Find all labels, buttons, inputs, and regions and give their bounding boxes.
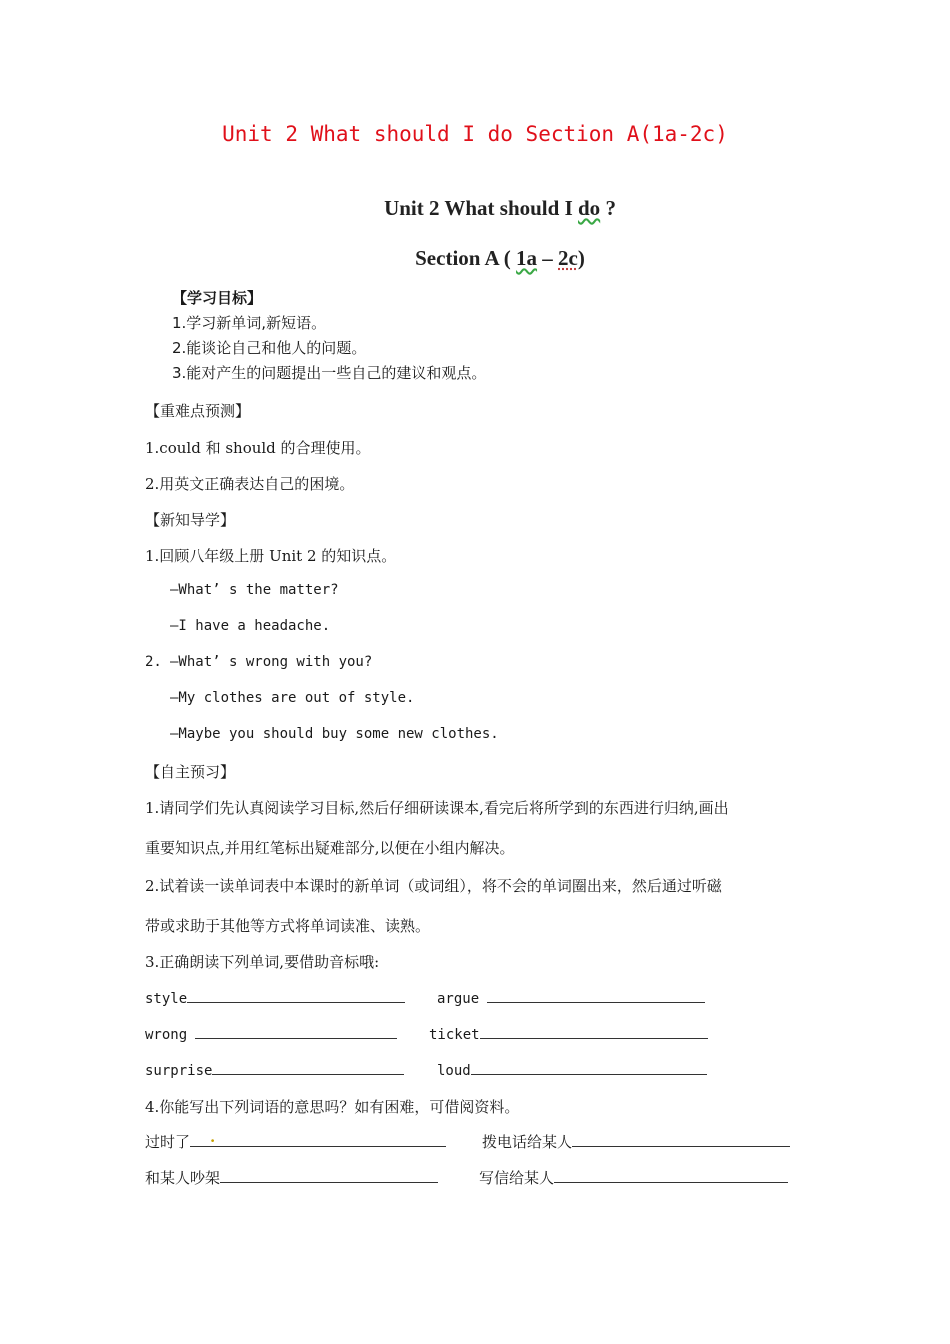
subtitle-text: Unit 2 What should I bbox=[384, 196, 578, 220]
answer-blank[interactable] bbox=[220, 1168, 438, 1183]
answer-blank[interactable] bbox=[487, 988, 705, 1003]
word-wrong bbox=[145, 1024, 397, 1043]
objective-item: 1.学习新单词,新短语。 bbox=[172, 314, 327, 332]
dialogue-line: —Maybe you should buy some new clothes. bbox=[170, 726, 499, 742]
phrase-label: 写信给某人 bbox=[479, 1169, 555, 1187]
document-title: Unit 2 What should I do Section A(1a-2c) bbox=[222, 122, 728, 146]
key-point-item: 1.could 和 should 的合理使用。 bbox=[145, 439, 371, 457]
word-label: surprise bbox=[145, 1063, 213, 1079]
phrase-out-of-style bbox=[145, 1128, 446, 1152]
answer-blank[interactable] bbox=[187, 988, 405, 1003]
objectives-heading: 【学习目标】 bbox=[172, 289, 263, 307]
dialogue-line: —What’ s wrong with you? bbox=[170, 654, 373, 670]
word-argue bbox=[437, 988, 705, 1007]
word-label: ticket bbox=[429, 1027, 480, 1043]
unit-subtitle bbox=[0, 196, 950, 221]
new-knowledge-heading: 【新知导学】 bbox=[145, 511, 236, 529]
dialogue-line: —I have a headache. bbox=[170, 618, 331, 634]
objective-item: 3.能对产生的问题提出一些自己的建议和观点。 bbox=[172, 364, 487, 382]
phrase-argue-with bbox=[145, 1167, 438, 1188]
word-surprise bbox=[145, 1060, 404, 1079]
answer-blank[interactable] bbox=[572, 1132, 790, 1147]
section-2c: 2c bbox=[558, 246, 578, 270]
answer-blank[interactable] bbox=[190, 1128, 446, 1147]
new-knowledge-item1: 1.回顾八年级上册 Unit 2 的知识点。 bbox=[145, 547, 397, 565]
subtitle-mark: ? bbox=[600, 196, 616, 220]
section-subtitle bbox=[0, 246, 950, 271]
subtitle-do: do bbox=[578, 196, 601, 220]
section-dash: – bbox=[537, 246, 559, 270]
word-style bbox=[145, 988, 405, 1007]
word-loud bbox=[437, 1060, 707, 1079]
phrase-label: 拨电话给某人 bbox=[482, 1133, 573, 1151]
self-study-item2-line1: 2.试着读一读单词表中本课时的新单词（或词组），将不会的单词圈出来，然后通过听磁 bbox=[145, 877, 722, 895]
word-ticket bbox=[429, 1024, 708, 1043]
key-point-item: 2.用英文正确表达自己的困境。 bbox=[145, 475, 355, 493]
answer-blank[interactable] bbox=[554, 1168, 788, 1183]
phrase-call-someone bbox=[482, 1131, 790, 1152]
answer-blank[interactable] bbox=[195, 1024, 397, 1039]
self-study-heading: 【自主预习】 bbox=[145, 763, 236, 781]
word-label: loud bbox=[437, 1063, 471, 1079]
self-study-item1-line1: 1.请同学们先认真阅读学习目标,然后仔细研读课本,看完后将所学到的东西进行归纳,画出 bbox=[145, 799, 729, 817]
section-text: Section A ( bbox=[415, 246, 517, 270]
mark-dot: . bbox=[210, 1128, 216, 1146]
phrase-write-to bbox=[479, 1167, 788, 1188]
answer-blank[interactable] bbox=[480, 1024, 708, 1039]
dialogue-line: —What’ s the matter? bbox=[170, 582, 339, 598]
word-label: wrong bbox=[145, 1027, 188, 1043]
word-label: argue bbox=[437, 991, 480, 1007]
new-knowledge-item2-number: 2. bbox=[145, 654, 162, 670]
self-study-item2-line2: 带或求助于其他等方式将单词读准、读熟。 bbox=[145, 917, 431, 935]
phrase-label: 过时了 bbox=[145, 1133, 191, 1151]
answer-blank[interactable] bbox=[212, 1060, 404, 1075]
self-study-item3: 3.正确朗读下列单词,要借助音标哦: bbox=[145, 953, 380, 971]
word-label: style bbox=[145, 991, 188, 1007]
key-points-heading: 【重难点预测】 bbox=[145, 402, 251, 420]
section-close: ) bbox=[577, 246, 585, 270]
self-study-item1-line2: 重要知识点,并用红笔标出疑难部分,以便在小组内解决。 bbox=[145, 839, 515, 857]
phrase-label: 和某人吵架 bbox=[145, 1169, 221, 1187]
dialogue-line: —My clothes are out of style. bbox=[170, 690, 415, 706]
answer-blank[interactable] bbox=[471, 1060, 707, 1075]
objective-item: 2.能谈论自己和他人的问题。 bbox=[172, 339, 367, 357]
section-1a: 1a bbox=[516, 246, 538, 270]
self-study-item4: 4.你能写出下列词语的意思吗？如有困难，可借阅资料。 bbox=[145, 1098, 520, 1116]
